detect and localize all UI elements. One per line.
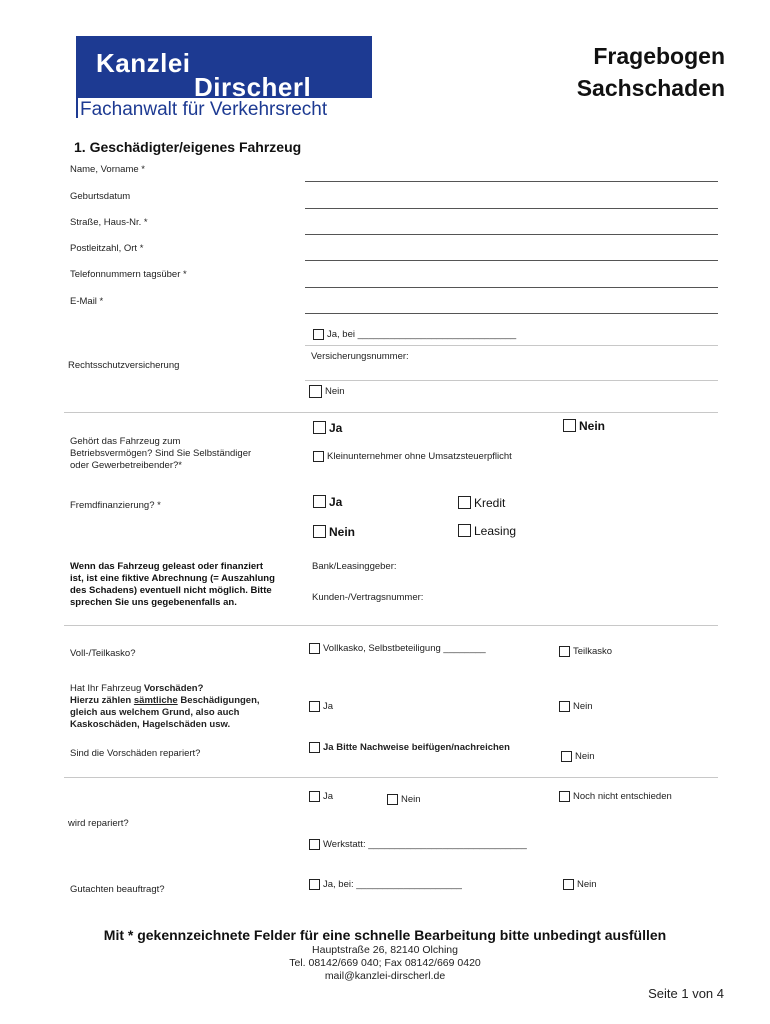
vorschaden-ja-option[interactable] [309,701,333,712]
betrieb-nein-label: Nein [579,418,606,433]
finanz-label: Fremdfinanzierung? * [70,500,161,511]
divider [305,380,718,381]
reparatur-nein-label: Nein [401,794,421,805]
finanz-ja-checkbox[interactable] [313,495,326,508]
finanz-ja-label: Ja [329,494,343,509]
gutachten-ja-label: Ja, bei: ____________________ [323,879,462,890]
footer-required-note: Mit * gekennzeichnete Felder für eine schnelle Bearbeitung bitte unbedingt ausfüllen [103,927,667,943]
rechtsschutz-ja-checkbox[interactable] [313,329,324,340]
logo-text-dirscherl: Dirscherl [194,72,312,102]
rechtsschutz-ja-option[interactable] [313,329,516,340]
divider [64,625,718,626]
finanz-leasing-option[interactable] [458,523,516,538]
finanz-leasing-checkbox[interactable] [458,524,471,537]
bank-label: Bank/Leasinggeber: [312,561,397,572]
reparatur-noch-checkbox[interactable] [559,791,570,802]
reparatur-ja-label: Ja [323,791,334,802]
reparatur-label: wird repariert? [68,818,129,829]
rechtsschutz-nein-option[interactable] [309,385,345,398]
repariert-nein-label: Nein [575,751,595,762]
field-line-email[interactable] [305,313,718,314]
logo-tagline: Fachanwalt für Verkehrsrecht [80,99,328,120]
betrieb-nein-option[interactable] [563,418,605,433]
field-label-birthdate: Geburtsdatum [70,191,131,202]
rechtsschutz-label: Rechtsschutzversicherung [68,360,180,371]
finanz-note-line-2: ist, ist eine fiktive Abrechnung (= Auszahlung [70,573,275,584]
finanz-note-line-3: des Schadens) eventuell nicht möglich. Bitte [70,585,272,596]
reparatur-ja-checkbox[interactable] [309,791,320,802]
rechtsschutz-ja-label: Ja, bei ______________________________ [327,329,517,340]
betrieb-label-line-3: oder Gewerbetreibender?* [70,460,182,471]
vollkasko-label: Vollkasko, Selbstbeteiligung ________ [323,643,486,654]
finanz-note [70,561,275,609]
rechtsschutz-versnr-label: Versicherungsnummer: [311,351,409,362]
field-line-zip-city[interactable] [305,260,718,261]
vorschaden-q-pre: Hat Ihr Fahrzeug [70,683,144,694]
field-line-name[interactable] [305,181,718,182]
vollkasko-option[interactable] [309,643,486,654]
repariert-nein-checkbox[interactable] [561,751,572,762]
betrieb-ja-label: Ja [329,420,343,435]
field-line-birthdate[interactable] [305,208,718,209]
betrieb-label-line-2: Betriebsvermögen? Sind Sie Selbständiger [70,448,252,459]
finanz-nein-label: Nein [329,524,356,539]
finanz-nein-checkbox[interactable] [313,525,326,538]
title-line-2: Sachschaden [576,75,725,101]
logo-accent-line [76,98,78,118]
kundennr-label: Kunden-/Vertragsnummer: [312,592,424,603]
vorschaden-ja-checkbox[interactable] [309,701,320,712]
vorschaden-l2-pre: Hierzu zählen [70,695,134,706]
finanz-note-line-4: sprechen Sie uns gegebenenfalls an. [70,597,237,608]
werkstatt-label: Werkstatt: ______________________________ [323,839,527,850]
gutachten-nein-checkbox[interactable] [563,879,574,890]
section-heading: 1. Geschädigter/eigenes Fahrzeug [74,139,302,155]
page-number: Seite 1 von 4 [648,986,724,1001]
betrieb-nein-checkbox[interactable] [563,419,576,432]
divider [305,345,718,346]
field-label-name: Name, Vorname * [70,164,145,175]
repariert-ja-checkbox[interactable] [309,742,320,753]
title-line-1: Fragebogen [593,43,725,69]
repariert-label: Sind die Vorschäden repariert? [70,748,201,759]
rechtsschutz-nein-label: Nein [325,386,345,397]
vollkasko-checkbox[interactable] [309,643,320,654]
kasko-label: Voll-/Teilkasko? [70,648,136,659]
betrieb-ja-option[interactable] [313,420,342,435]
reparatur-noch-option[interactable] [559,791,672,802]
footer-address: Hauptstraße 26, 82140 Olching [312,944,458,956]
vorschaden-q-bold: Vorschäden? [143,683,204,694]
document-title [520,40,725,104]
divider [64,777,718,778]
footer-email: mail@kanzlei-dirscherl.de [324,970,446,982]
vorschaden-l2-post: Beschädigungen, [177,695,260,706]
vorschaden-nein-checkbox[interactable] [559,701,570,712]
vorschaden-nein-option[interactable] [559,701,593,712]
rechtsschutz-nein-checkbox[interactable] [309,385,322,398]
repariert-ja-label: Ja Bitte Nachweise beifügen/nachreichen [323,742,510,753]
gutachten-ja-checkbox[interactable] [309,879,320,890]
field-label-street: Straße, Haus-Nr. * [70,217,148,228]
vorschaden-line-2 [70,695,260,707]
werkstatt-option[interactable] [309,839,527,850]
finanz-note-line-1: Wenn das Fahrzeug geleast oder finanziert [70,561,264,572]
reparatur-nein-checkbox[interactable] [387,794,398,805]
kleinunternehmer-checkbox[interactable] [313,451,324,462]
finanz-kredit-label: Kredit [474,495,506,510]
kleinunternehmer-label: Kleinunternehmer ohne Umsatzsteuerpflicht [327,451,512,462]
gutachten-nein-label: Nein [577,879,597,890]
field-label-email: E-Mail * [70,296,104,307]
finanz-leasing-label: Leasing [474,523,517,538]
field-line-phone[interactable] [305,287,718,288]
logo-text-kanzlei: Kanzlei [96,48,191,78]
teilkasko-option[interactable] [559,646,612,657]
reparatur-ja-option[interactable] [309,791,333,802]
repariert-nein-option[interactable] [561,751,595,762]
teilkasko-checkbox[interactable] [559,646,570,657]
reparatur-noch-label: Noch nicht entschieden [573,791,672,802]
field-line-street[interactable] [305,234,718,235]
teilkasko-label: Teilkasko [573,646,613,657]
vorschaden-ja-label: Ja [323,701,334,712]
vorschaden-line-1 [70,683,260,695]
repariert-ja-option[interactable] [309,742,510,753]
kleinunternehmer-option[interactable] [313,451,512,462]
vorschaden-question [70,683,260,731]
finanz-nein-option[interactable] [313,524,355,539]
finanz-ja-option[interactable] [313,494,342,509]
vorschaden-line-4: Kaskoschäden, Hagelschäden usw. [70,719,231,730]
werkstatt-checkbox[interactable] [309,839,320,850]
reparatur-nein-option[interactable] [387,794,421,805]
betrieb-label [70,436,251,472]
vorschaden-nein-label: Nein [573,701,593,712]
finanz-kredit-checkbox[interactable] [458,496,471,509]
field-label-zip-city: Postleitzahl, Ort * [70,243,144,254]
finanz-kredit-option[interactable] [458,495,505,510]
vorschaden-l2-underlined: sämtliche [133,695,178,706]
vorschaden-line-3: gleich aus welchem Grund, also auch [70,707,240,718]
field-label-phone: Telefonnummern tagsüber * [70,269,187,280]
gutachten-nein-option[interactable] [563,879,597,890]
footer-phone: Tel. 08142/669 040; Fax 08142/669 0420 [289,957,481,969]
betrieb-label-line-1: Gehört das Fahrzeug zum [70,436,181,447]
betrieb-ja-checkbox[interactable] [313,421,326,434]
gutachten-ja-option[interactable] [309,879,462,890]
divider [64,412,718,413]
gutachten-label: Gutachten beauftragt? [70,884,165,895]
